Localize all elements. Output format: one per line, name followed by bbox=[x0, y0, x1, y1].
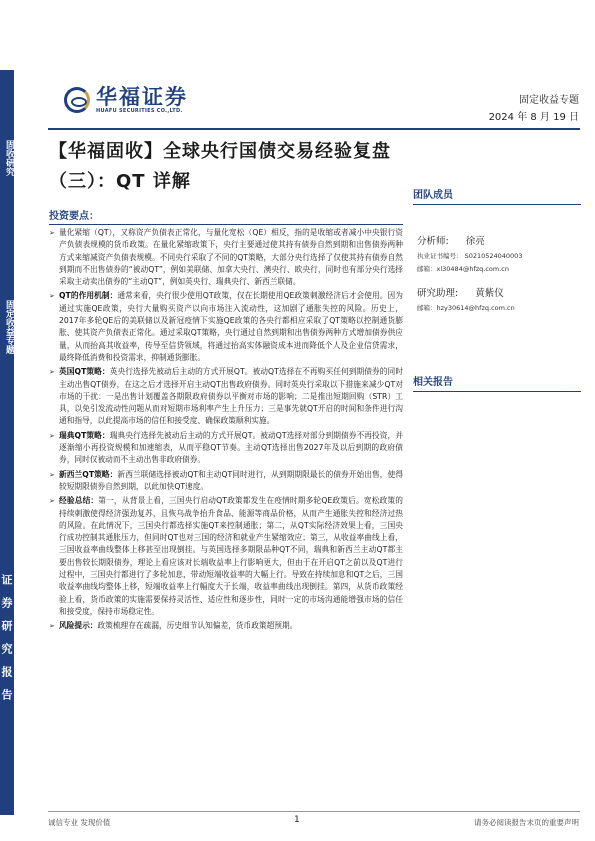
arrow-icon: ➢ bbox=[49, 431, 55, 440]
report-title: 【华福固收】全球央行国债交易经验复盘（三）：QT 详解 bbox=[49, 141, 391, 192]
assistant-name: 黄紫仪 bbox=[475, 288, 504, 299]
analyst-label: 分析师: bbox=[417, 236, 449, 247]
sidebar-label-topic: 固定收益专题 bbox=[4, 300, 14, 354]
logo-name-en: HUAFU SECURITIES CO.,LTD. bbox=[96, 108, 183, 114]
page-number: 1 bbox=[294, 815, 300, 825]
arrow-icon: ➢ bbox=[49, 470, 55, 479]
team-heading: 团队成员 bbox=[413, 186, 581, 205]
footer-divider bbox=[48, 811, 580, 812]
bullet-text: 英央行选择先被动后主动的方式开展QT。被动QT选择在不再购买任何到期债券的同时主动出售QT债券，在这之后才选择开启主动QT出售政府债券。同时英央行采取以下措施来减少QT对市场的干扰：一是出售计划覆盖各期限政府债券以平衡对市场的影响；二是推出短期回购（STR）工具，以免引发流动性问题从而对短期市场利率产生上升压力；三是事先就QT开启的时间和条件进行沟通和指导，以此提高市场的信任和接受度、确保政策顺利实施。 bbox=[59, 367, 404, 426]
bullet-text: 新西兰联储选择被动QT和主动QT同时进行，从到期期限最长的债券开始出售，使得较短期限债券自然到期，以此加快QT速度。 bbox=[59, 469, 404, 491]
bullet-item bbox=[49, 227, 403, 288]
bullet-lead: 新西兰QT策略： bbox=[59, 469, 118, 479]
sidebar-label-report: 证券研究报告 bbox=[0, 574, 13, 712]
sidebar-label-research: 固收研究 bbox=[4, 140, 14, 176]
logo-icon bbox=[64, 87, 90, 113]
assistant-label: 研究助理: bbox=[417, 288, 459, 299]
arrow-icon: ➢ bbox=[49, 497, 55, 506]
arrow-icon: ➢ bbox=[49, 229, 55, 237]
document-type: 固定收益专题 bbox=[519, 95, 579, 106]
arrow-icon: ➢ bbox=[49, 622, 55, 631]
highlights-heading: 投资要点： bbox=[49, 207, 403, 225]
assistant-block bbox=[413, 285, 581, 312]
bullet-text: 通常来看，央行很少使用QT政策，仅在长期使用QE政策刺激经济后才会使用。因为通过实施QE政策，央行大量购买资产以向市场注入流动性，这加剧了通胀失控的风险。历史上，2017年多轮QE后的美联储以及新冠疫情下实施QE政策的各央行都相应采取了QT策略以控制通货膨胀、使其资产负债表正常化。通过采取QT策略，央行通过自然到期和出售债券两种方式增加债券供应量，从而抬高其收益率，传导至信贷领域，将通过抬高实体融资成本进而降低个人及企业信贷需求，最终降低消费和投资需求，抑制通货膨胀。 bbox=[59, 291, 403, 362]
arrow-icon: ➢ bbox=[49, 368, 55, 377]
bullet-item bbox=[49, 620, 403, 632]
assistant-email[interactable]: 邮箱：hzy30614@hfzq.com.cn bbox=[417, 304, 515, 312]
company-logo bbox=[64, 86, 188, 114]
bullet-item bbox=[49, 430, 403, 467]
bullet-item bbox=[49, 495, 403, 618]
document-date: 2024 年 8 月 19 日 bbox=[488, 112, 579, 123]
footer-slogan: 诚信专业 发现价值 bbox=[48, 818, 111, 827]
bullet-text: 瑞典央行选择先被动后主动的方式开展QT。被动QT选择对部分到期债券不再投资，并逐渐缩小再投资规模和加速缩表，从而平稳QT节奏。主动QT选择出售2027年及以后到期的政府债券，同时仅被动而不主动出售非政府债券。 bbox=[59, 430, 404, 465]
bullet-item bbox=[49, 366, 403, 427]
analyst-name: 徐亮 bbox=[465, 236, 485, 247]
investment-highlights bbox=[49, 207, 403, 633]
bullet-item bbox=[49, 290, 403, 364]
team-panel bbox=[413, 186, 581, 312]
bullet-lead: 英国QT策略： bbox=[59, 367, 110, 377]
bullet-lead: 经验总结： bbox=[59, 496, 99, 506]
related-reports-heading: 相关报告 bbox=[413, 373, 581, 392]
bullet-item bbox=[49, 469, 403, 494]
arrow-icon: ➢ bbox=[49, 292, 55, 301]
bullet-text: 第一，从背景上看，三国央行启动QT政策都发生在疫情时期多轮QE政策后。宽松政策的持续刺激使得经济强劲复苏，且恢乌战争抬升食品、能源等商品价格，从而产生通胀失控和经济过热的风险。在此情况下，三国央行都选择实施QT来控制通胀；第二，从QT实际经济效果上看，三国央行成功控制其通胀压力，但同时QT也对三国的经济和就业产生紧缩效应；第三，从收益率曲线上看，三国收益率曲线整体上移甚至出现倒挂。与英国选择多期限品种QT不同，瑞典和新西兰主动QT都主要出售较长期限债券，理论上看应该对长端收益率上行影响更大，但由于在开启QT之前以及QT进行过程中，三国央行都进行了多轮加息，带动短端收益率的大幅上行。导致在持续加息和QT之后，三国收益率曲线均整体上移，短端收益率上行幅度大于长端，收益率曲线出现倒挂。第四，从货币政策经验上看，货币政策的实施需要保持灵活性、适应性和逐步性，同时一定的市场沟通能增强市场的信任和接受度，保持市场稳定性。 bbox=[59, 496, 403, 616]
footer-disclaimer: 请务必阅读报告末页的重要声明 bbox=[474, 818, 579, 827]
analyst-cert: 执业证书编号： S0210524040003 bbox=[417, 252, 523, 260]
bullet-lead: 风险提示： bbox=[59, 621, 98, 631]
bullet-text: 量化紧缩（QT），又称资产负债表正常化，与量化宽松（QE）相反，指的是收缩或者减小中央银行资产负债表规模的货币政策。在量化紧缩政策下，央行主要通过使其持有债券自然到期和出售债券两种方式来缩减资产负债表规模。不同央行采取了不同的QT策略，大部分央行选择了仅使其持有债券自然到期而不出售债券的“被动QT”，例如美联储、加拿大央行、澳央行、欧央行，同时也有部分央行选择采取主动卖出债券的“主动QT”，例如英央行、瑞典央行、新西兰联储。 bbox=[59, 228, 403, 287]
analyst-block bbox=[413, 233, 581, 273]
bullet-lead: QT的作用机制： bbox=[59, 291, 118, 301]
logo-name-cn: 华福证券 bbox=[96, 84, 188, 109]
analyst-email[interactable]: 邮箱：xl30484@hfzq.com.cn bbox=[417, 265, 509, 273]
bullet-lead: 瑞典QT策略： bbox=[59, 430, 110, 440]
header-divider bbox=[48, 128, 580, 130]
bullet-text: 政策梳理存在疏漏，历史细节认知偏差，货币政策超预期。 bbox=[97, 621, 298, 631]
